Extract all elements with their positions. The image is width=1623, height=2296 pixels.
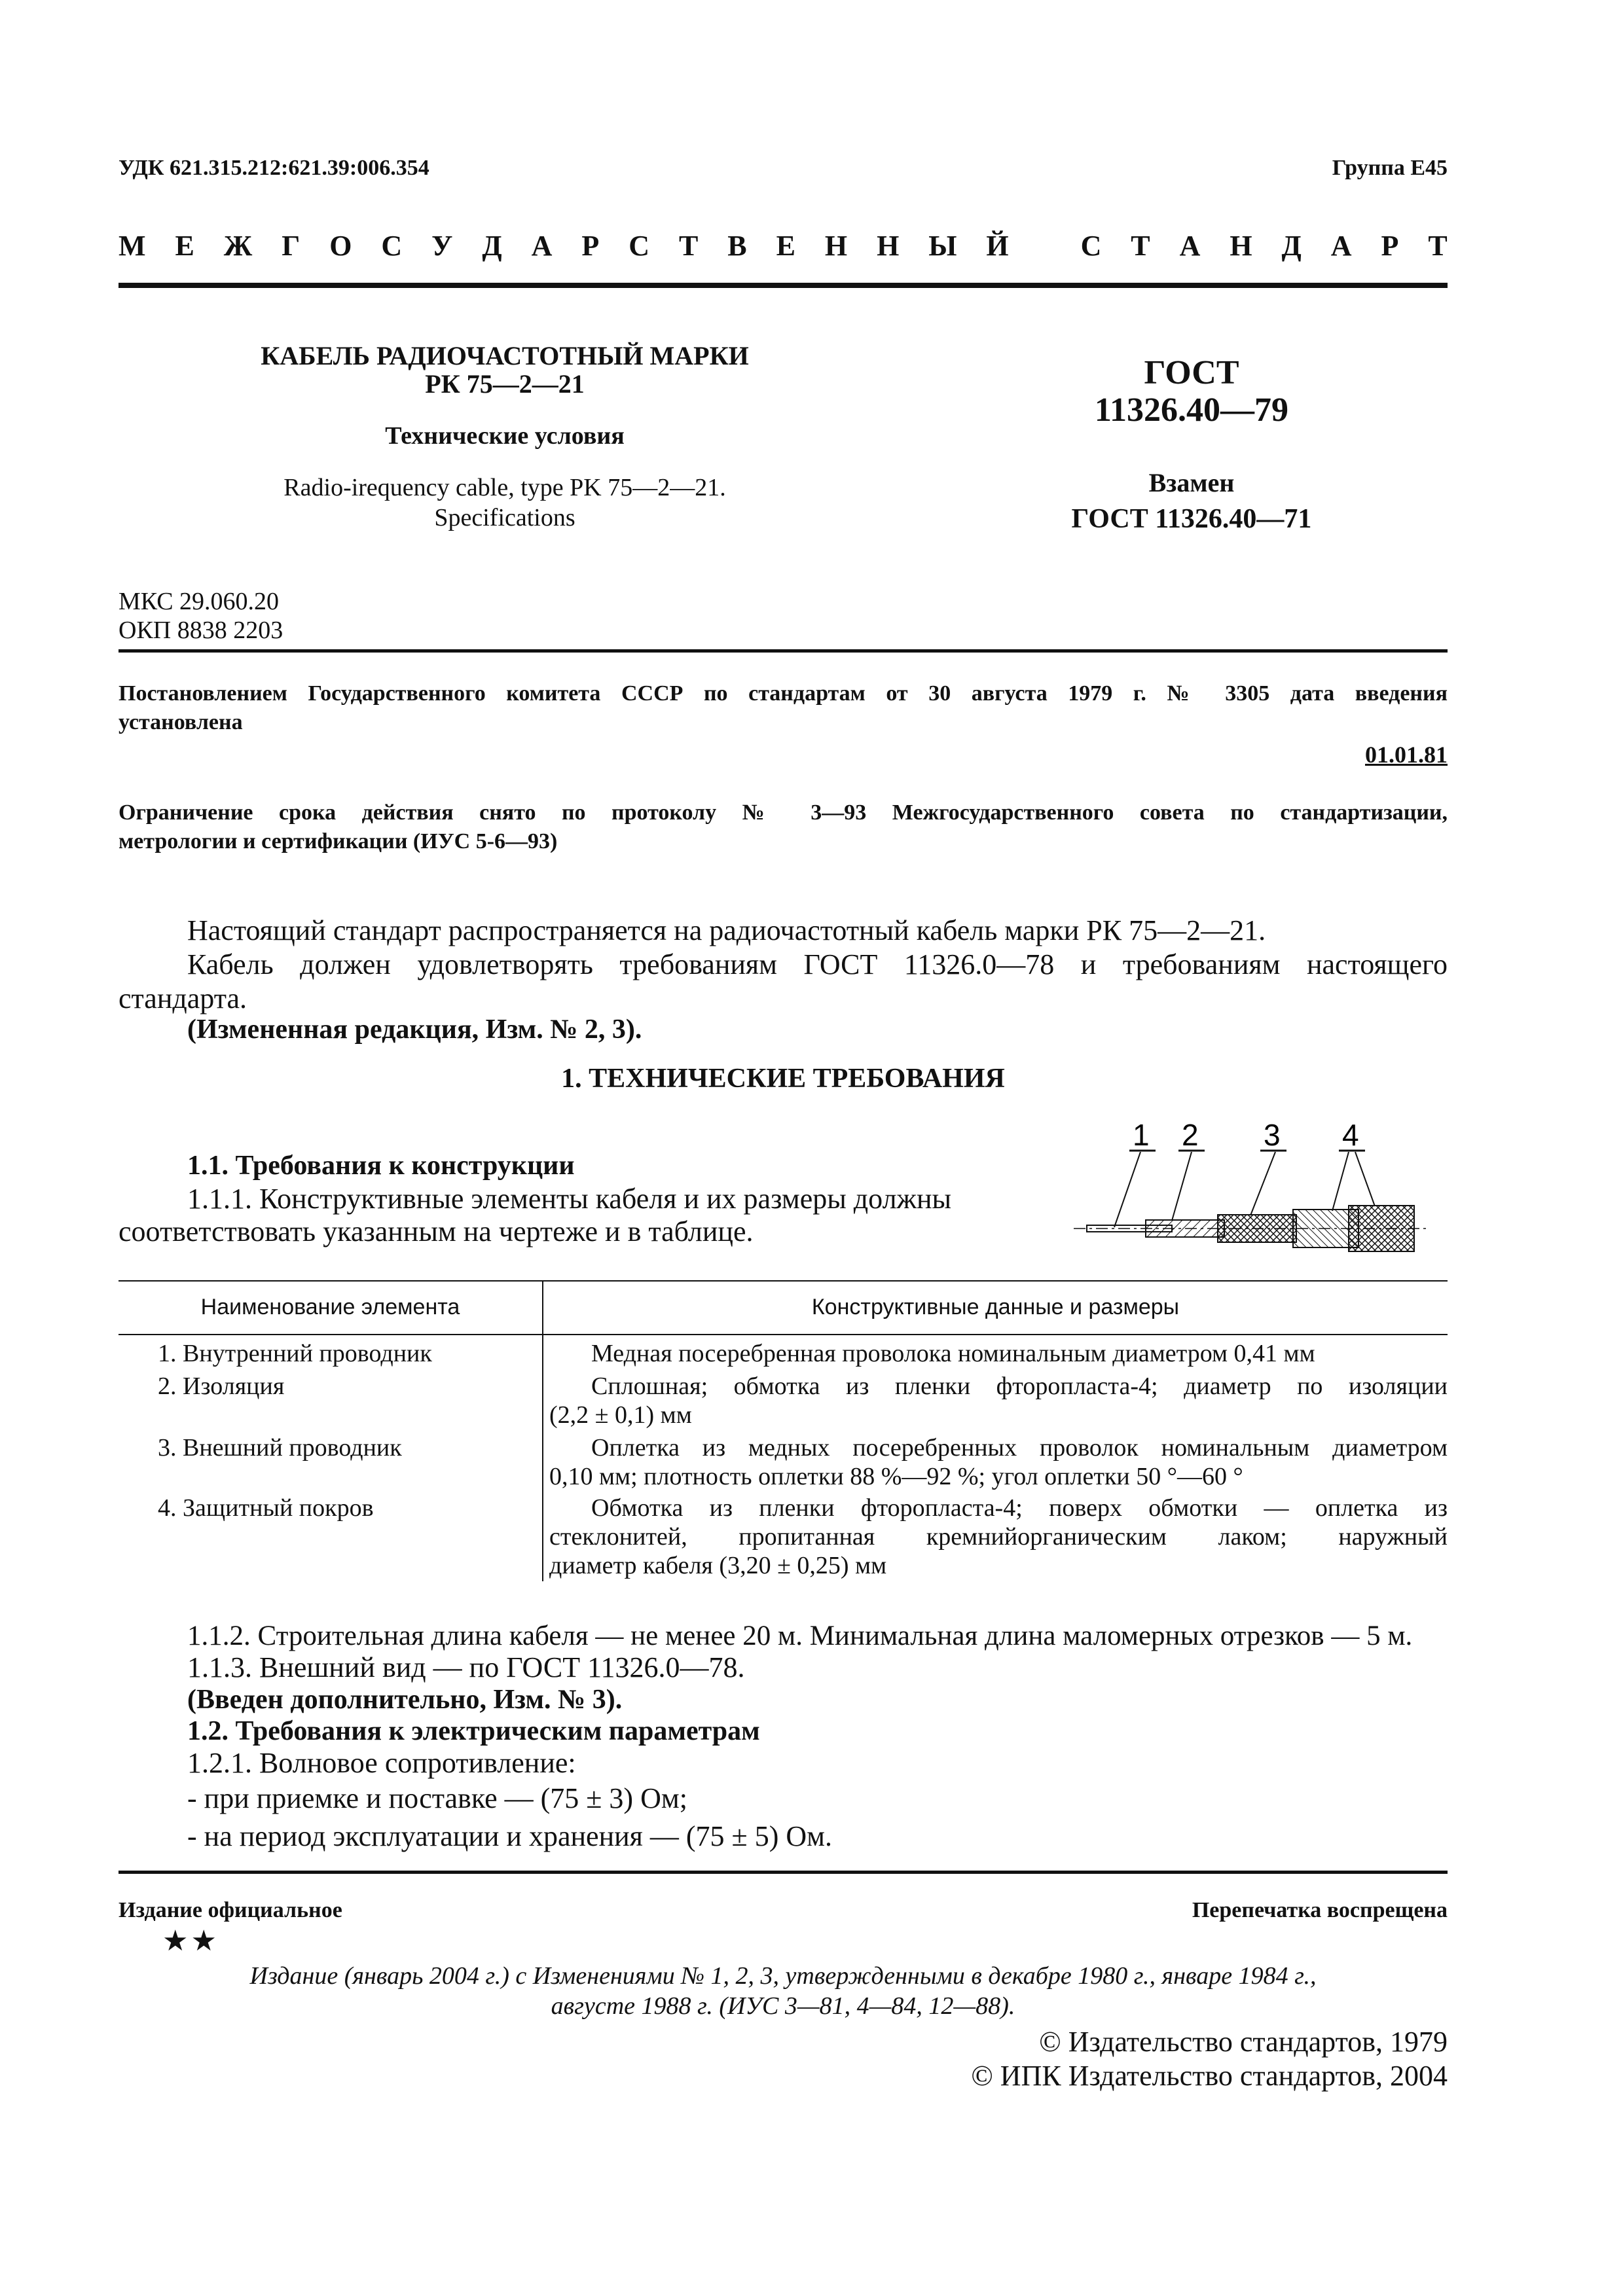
p121: 1.2.1. Волновое сопротивление: <box>187 1747 576 1779</box>
subtitle: Технические условия <box>385 422 625 450</box>
banner-letter: Т <box>1131 230 1150 262</box>
banner-letter: У <box>431 230 453 262</box>
diagram-label-2: 2 <box>1182 1118 1199 1152</box>
banner-letter: В <box>727 230 747 262</box>
table-row-element-name: 3. Внешний проводник <box>158 1434 402 1462</box>
edition-note-line1: Издание (январь 2004 г.) с Изменениями № 1, 2, 3, утвержденными в декабре 1980 г., январе 1984 г., <box>249 1962 1317 1990</box>
table-row-element-name: 2. Изоляция <box>158 1372 285 1400</box>
english-title-line1: Radio-irequency cable, type PK 75—2—21. <box>283 474 726 501</box>
intro-amendment: (Измененная редакция, Изм. № 2, 3). <box>187 1014 642 1045</box>
diagram-label-4: 4 <box>1342 1118 1359 1152</box>
title-block-left <box>119 340 891 533</box>
introduction-date: 01.01.81 <box>1365 742 1448 768</box>
banner-letter: Й <box>986 230 1009 262</box>
banner-letter: А <box>531 230 553 262</box>
title-block-right <box>1021 353 1362 535</box>
table-row-data-line: диаметр кабеля (3,20 ± 0,25) мм <box>549 1552 887 1579</box>
table-row-data-line: Обмотка из пленки фторопласта-4; поверх обмотки — оплетка из <box>591 1494 1448 1522</box>
banner-letter: Д <box>1281 230 1302 262</box>
cable-diagram <box>1067 1113 1434 1270</box>
decree-line1: Постановлением Государственного комитета СССР по стандартам от 30 августа 1979 г. № 3305 дата введения <box>119 681 1448 706</box>
table-row-element-name: 4. Защитный покров <box>158 1494 374 1522</box>
table-top-rule <box>119 1280 1448 1282</box>
official-edition: Издание официальное <box>119 1898 342 1922</box>
title-rule <box>119 649 1448 653</box>
table-row-data-line: Оплетка из медных посеребренных проволок номинальным диаметром <box>591 1434 1448 1462</box>
group-code: Группа Е45 <box>1332 156 1448 180</box>
p111-line1: 1.1.1. Конструктивные элементы кабеля и их размеры должны <box>187 1183 952 1215</box>
table-row-element-name: 1. Внутренний проводник <box>158 1340 432 1367</box>
banner-letter: Р <box>581 230 600 262</box>
banner-letter: Н <box>877 230 900 262</box>
banner-letter: Т <box>678 230 699 262</box>
banner-letter: Ж <box>223 230 253 262</box>
replaces-number: ГОСТ 11326.40—71 <box>1071 504 1312 534</box>
banner-letter: Г <box>282 230 301 262</box>
banner-letter: А <box>1179 230 1201 262</box>
cable-title-line2: РК 75—2—21 <box>425 369 585 399</box>
banner-letter: О <box>329 230 352 262</box>
decree-line2: установлена <box>119 710 243 734</box>
p113-amendment: (Введен дополнительно, Изм. № 3). <box>187 1685 623 1715</box>
banner-letter: М <box>119 230 146 262</box>
header-rule <box>119 283 1448 288</box>
banner-letter: Д <box>482 230 502 262</box>
cable-title-line1: КАБЕЛЬ РАДИОЧАСТОТНЫЙ МАРКИ <box>261 341 749 370</box>
banner-letter: Н <box>824 230 848 262</box>
intro-paragraph-1: Настоящий стандарт распространяется на радиочастотный кабель марки РК 75—2—21. <box>187 914 1266 946</box>
p121-bullet2: - на период эксплуатации и хранения — (75 ± 5) Ом. <box>187 1820 832 1852</box>
mks-code: МКС 29.060.20 <box>119 588 280 615</box>
table-row-data-line: Сплошная; обмотка из пленки фторопласта-4; диаметр по изоляции <box>591 1372 1448 1400</box>
table-row-data-line: Медная посеребренная проволока номинальным диаметром 0,41 мм <box>591 1340 1315 1367</box>
english-title-line2: Specifications <box>434 504 575 531</box>
table-row-data-line: (2,2 ± 0,1) мм <box>549 1401 692 1429</box>
banner-word-gap <box>1038 229 1051 262</box>
table-header-data: Конструктивные данные и размеры <box>811 1295 1180 1319</box>
banner-letter: С <box>629 230 649 262</box>
intro-paragraph-2-line2: стандарта. <box>119 982 247 1014</box>
diagram-label-3: 3 <box>1264 1118 1281 1152</box>
copyright-2004: © ИПК Издательство стандартов, 2004 <box>971 2060 1448 2092</box>
table-column-divider <box>542 1280 543 1581</box>
copyright-1979: © Издательство стандартов, 1979 <box>1039 2026 1448 2058</box>
banner-letter: Е <box>776 230 795 262</box>
diagram-label-1: 1 <box>1133 1118 1150 1152</box>
table-row-data-line: 0,10 мм; плотность оплетки 88 %—92 %; угол оплетки 50 °—60 ° <box>549 1463 1243 1490</box>
gost-number: 11326.40—79 <box>1094 391 1289 429</box>
banner-letter: Н <box>1230 230 1252 262</box>
standard-banner <box>119 229 1448 262</box>
footer-rule <box>119 1871 1448 1874</box>
banner-letter: Р <box>1381 230 1399 262</box>
section1-heading: 1. ТЕХНИЧЕСКИЕ ТРЕБОВАНИЯ <box>561 1064 1005 1094</box>
table-header-rule <box>119 1334 1448 1335</box>
limitation-line2: метрологии и сертификации (ИУС 5-6—93) <box>119 829 558 853</box>
table-row-data-line: стеклонитей, пропитанная кремнийорганическим лаком; наружный <box>549 1523 1448 1551</box>
edition-stars: ★★ <box>162 1925 219 1957</box>
subsection-1-2-heading: 1.2. Требования к электрическим параметрам <box>187 1716 760 1746</box>
replaces-label: Взамен <box>1148 468 1235 497</box>
p113: 1.1.3. Внешний вид — по ГОСТ 11326.0—78. <box>187 1651 745 1683</box>
okp-code: ОКП 8838 2203 <box>119 617 283 644</box>
limitation-line1: Ограничение срока действия снято по протоколу № 3—93 Межгосударственного совета по стандартизации, <box>119 800 1448 825</box>
table-header-element: Наименование элемента <box>200 1295 460 1319</box>
banner-letter: Т <box>1428 230 1448 262</box>
subsection-1-1-heading: 1.1. Требования к конструкции <box>187 1151 575 1181</box>
banner-letter: Ы <box>928 230 957 262</box>
p111-line2: соответствовать указанным на чертеже и в таблице. <box>119 1215 754 1247</box>
banner-letter: С <box>381 230 403 262</box>
banner-letter: А <box>1330 230 1352 262</box>
gost-label: ГОСТ <box>1144 354 1239 391</box>
intro-paragraph-2-line1: Кабель должен удовлетворять требованиям ГОСТ 11326.0—78 и требованиям настоящего <box>187 948 1448 980</box>
banner-letter: С <box>1080 230 1102 262</box>
p112: 1.1.2. Строительная длина кабеля — не менее 20 м. Минимальная длина маломерных отрезков — 5 м. <box>187 1621 1413 1651</box>
udk-code: УДК 621.315.212:621.39:006.354 <box>119 156 429 180</box>
reprint-prohibited: Перепечатка воспрещена <box>1192 1898 1448 1922</box>
p121-bullet1: - при приемке и поставке — (75 ± 3) Ом; <box>187 1782 687 1814</box>
cable-diagram-svg <box>1067 1113 1434 1270</box>
banner-letter: Е <box>175 230 194 262</box>
edition-note-line2: августе 1988 г. (ИУС 3—81, 4—84, 12—88). <box>551 1992 1015 2020</box>
